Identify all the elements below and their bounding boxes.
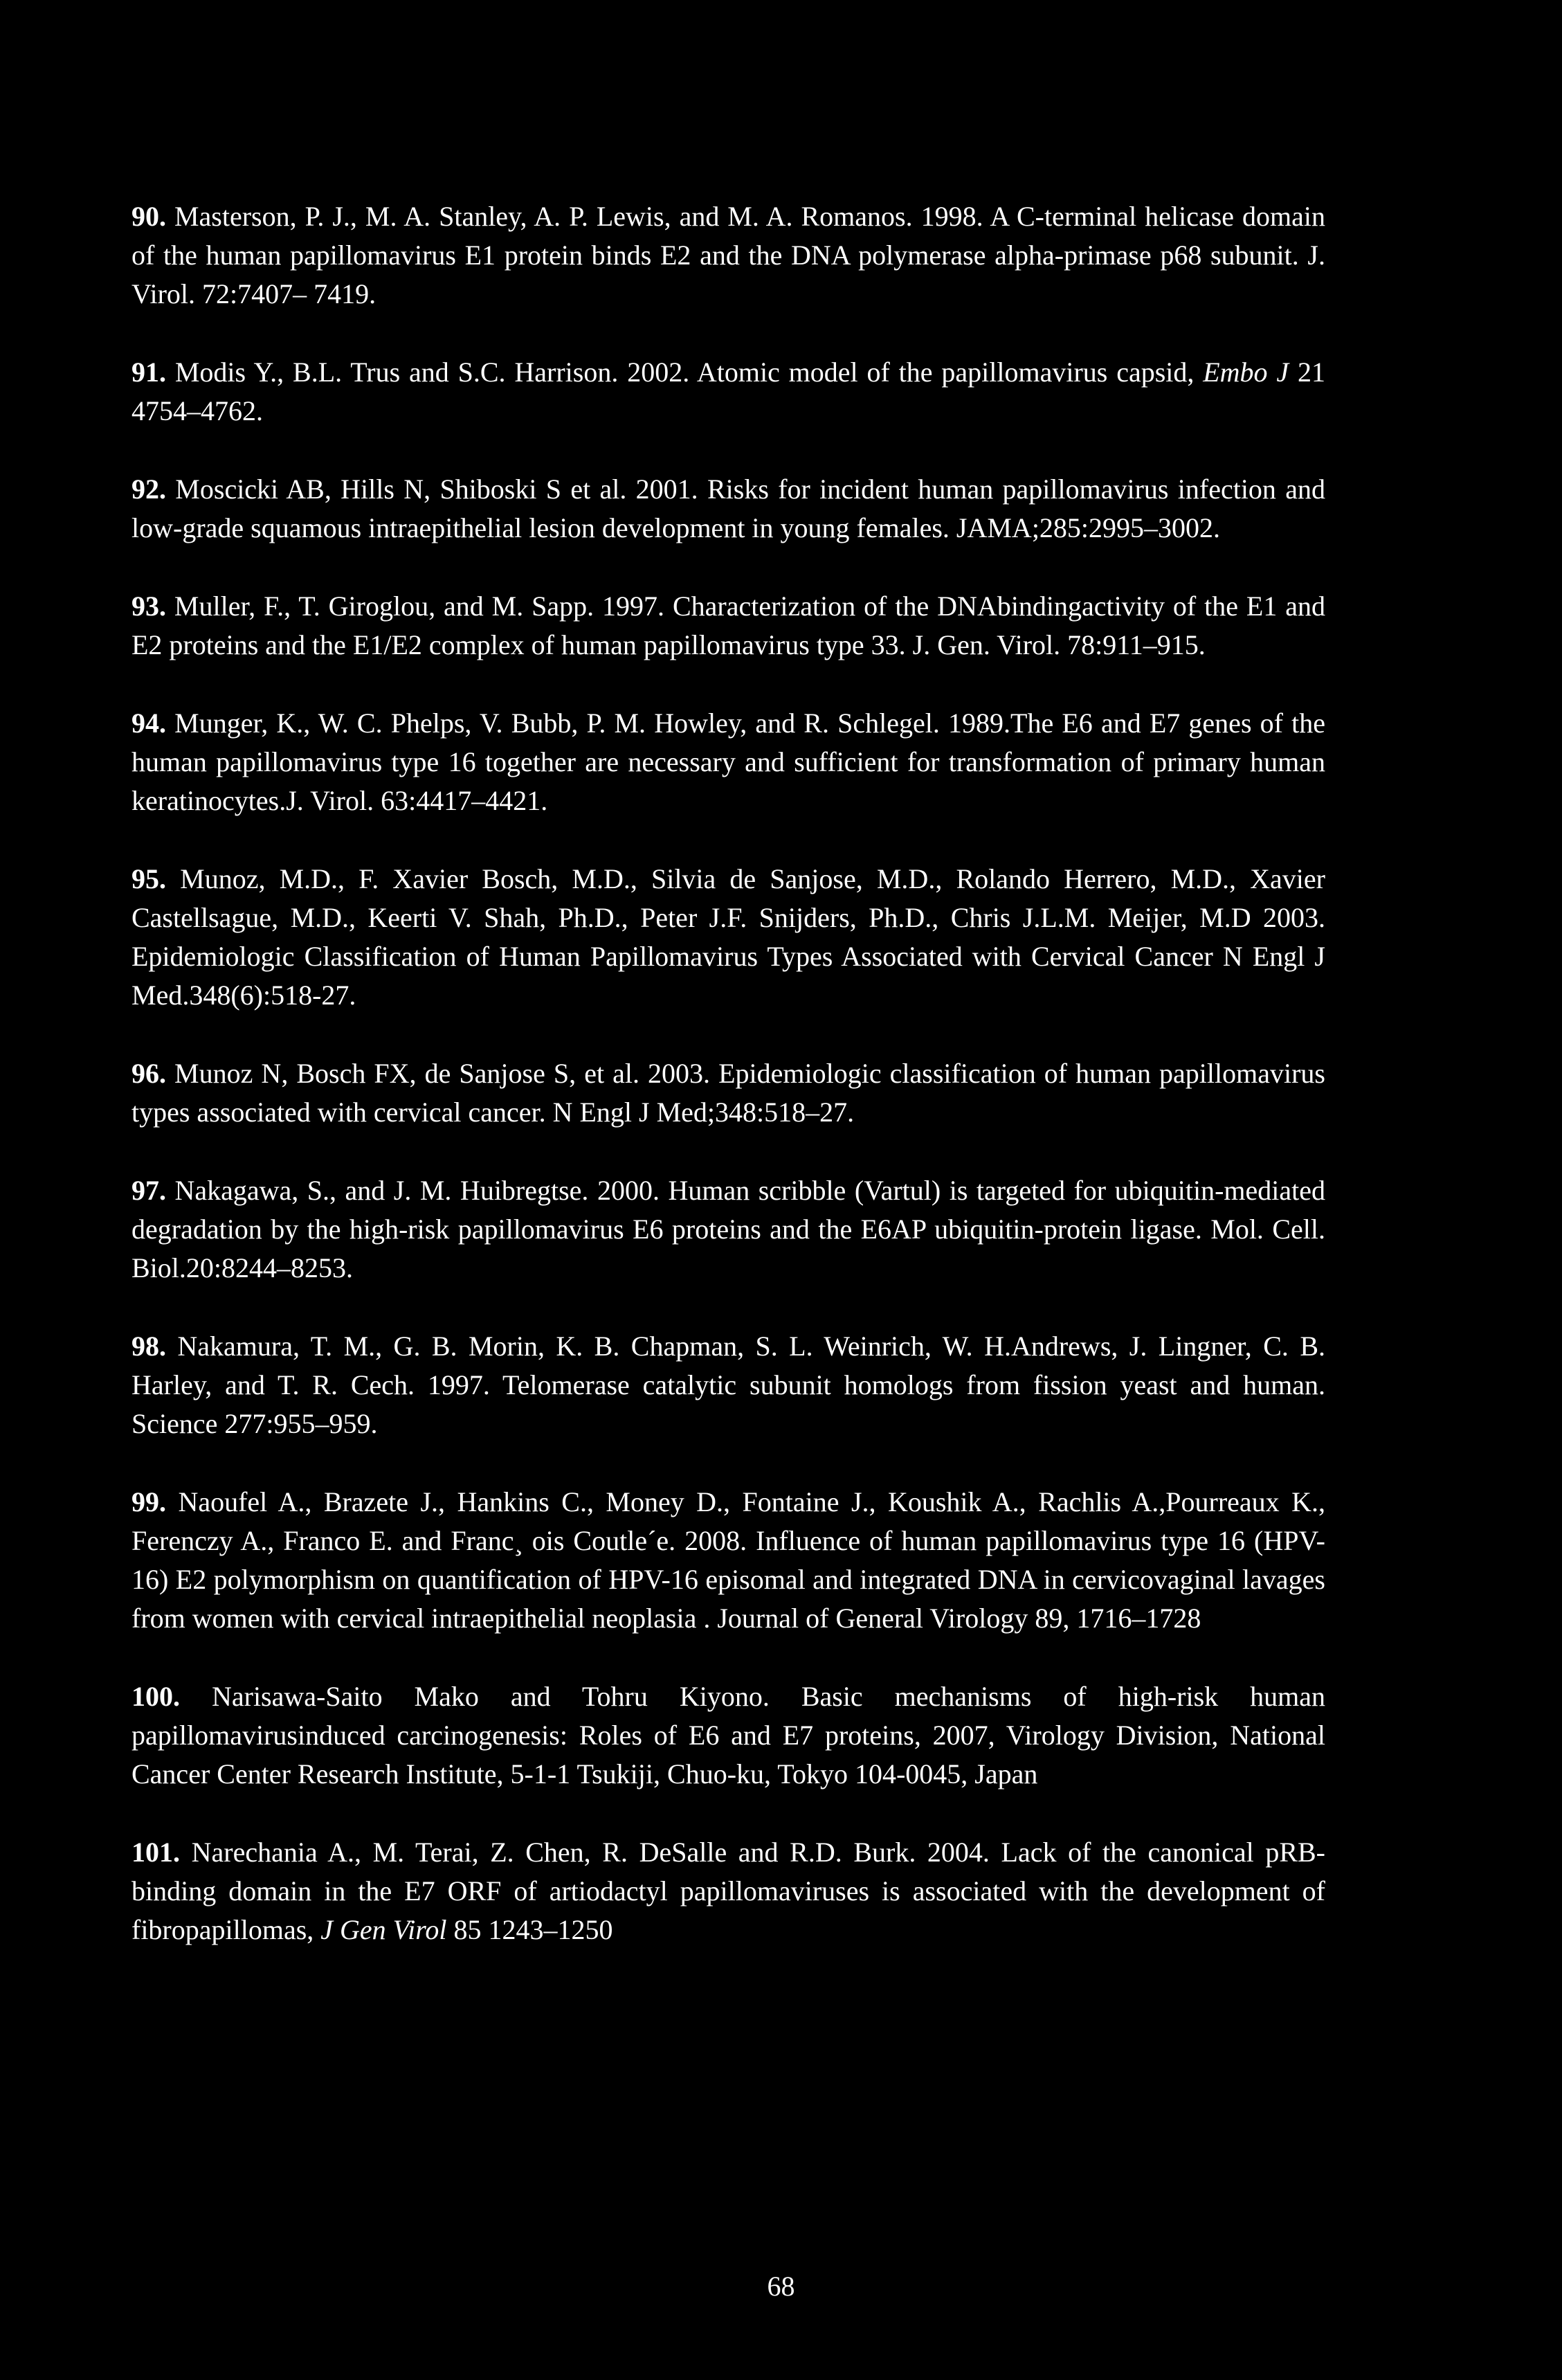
reference-text: Muller, F., T. Giroglou, and M. Sapp. 1997. Characterization of the DNAbindingactivity of the E1 and E2 proteins and the E1/E2 complex of human papillomavirus type 33. J. Gen. Virol. 78:911–915. (131, 591, 1325, 660)
reference-number: 95. (131, 863, 166, 894)
reference-93 (131, 587, 1325, 665)
reference-number: 98. (131, 1331, 166, 1362)
reference-number: 91. (131, 357, 166, 388)
reference-text: Moscicki AB, Hills N, Shiboski S et al. 2001. Risks for incident human papillomavirus infection and low-grade squamous intraepithelial lesion development in young females. JAMA;285:2995–3002. (131, 474, 1325, 543)
reference-text: Nakamura, T. M., G. B. Morin, K. B. Chapman, S. L. Weinrich, W. H.Andrews, J. Lingner, C. B. Harley, and T. R. Cech. 1997. Telomerase catalytic subunit homologs from fission yeast and human. Science 277:955–959. (131, 1331, 1325, 1439)
reference-92 (131, 470, 1325, 548)
reference-number: 93. (131, 591, 166, 622)
reference-96 (131, 1054, 1325, 1132)
reference-tail: 85 1243–1250 (446, 1914, 613, 1945)
reference-number: 96. (131, 1058, 166, 1089)
reference-number: 92. (131, 474, 166, 505)
reference-tail: 21 4754–4762. (131, 357, 1326, 426)
reference-text: Masterson, P. J., M. A. Stanley, A. P. Lewis, and M. A. Romanos. 1998. A C-terminal helicase domain of the human papillomavirus E1 protein binds E2 and the DNA polymerase alpha-primase p68 subunit. J. Virol. 72:7407– 7419. (131, 201, 1325, 309)
reference-list (131, 197, 1325, 1989)
reference-98 (131, 1327, 1325, 1443)
reference-99 (131, 1483, 1325, 1638)
reference-number: 94. (131, 707, 166, 739)
reference-91 (131, 353, 1325, 431)
reference-number: 99. (131, 1486, 166, 1517)
reference-number: 97. (131, 1175, 166, 1206)
reference-number: 90. (131, 201, 166, 232)
reference-95 (131, 860, 1325, 1015)
reference-90 (131, 197, 1325, 314)
reference-100 (131, 1677, 1325, 1794)
reference-number: 100. (131, 1681, 180, 1712)
reference-94 (131, 704, 1325, 820)
reference-text: Narisawa-Saito Mako and Tohru Kiyono. Basic mechanisms of high-risk human papillomavirusinduced carcinogenesis: Roles of E6 and E7 proteins, 2007, Virology Division, National Cancer Center Research Institute, 5-1-1 Tsukiji, Chuo-ku, Tokyo 104-0045, Japan (131, 1681, 1325, 1789)
reference-text: Naoufel A., Brazete J., Hankins C., Money D., Fontaine J., Koushik A., Rachlis A.,Pourreaux K., Ferenczy A., Franco E. and Franc¸ ois Coutle´e. 2008. Influence of human papillomavirus type 16 (HPV-16) E2 polymorphism on quantification of HPV-16 episomal and integrated DNA in cervicovaginal lavages from women with cervical intraepithelial neoplasia . Journal of General Virology 89, 1716–1728 (131, 1486, 1325, 1634)
page-number: 68 (767, 2271, 795, 2302)
journal-name: Embo J (1203, 357, 1289, 388)
reference-text: Munoz, M.D., F. Xavier Bosch, M.D., Silvia de Sanjose, M.D., Rolando Herrero, M.D., Xavier Castellsague, M.D., Keerti V. Shah, Ph.D., Peter J.F. Snijders, Ph.D., Chris J.L.M. Meijer, M.D 2003. Epidemiologic Classification of Human Papillomavirus Types Associated with Cervical Cancer N Engl J Med.348(6):518-27. (131, 863, 1325, 1011)
reference-number: 101. (131, 1837, 180, 1868)
reference-text: Munger, K., W. C. Phelps, V. Bubb, P. M. Howley, and R. Schlegel. 1989.The E6 and E7 genes of the human papillomavirus type 16 together are necessary and sufficient for transformation of primary human keratinocytes.J. Virol. 63:4417–4421. (131, 707, 1325, 816)
reference-97 (131, 1171, 1325, 1288)
reference-text: Narechania A., M. Terai, Z. Chen, R. DeSalle and R.D. Burk. 2004. Lack of the canonical pRB-binding domain in the E7 ORF of artiodactyl papillomaviruses is associated with the development of fibropapillomas, (131, 1837, 1325, 1945)
reference-text: Nakagawa, S., and J. M. Huibregtse. 2000. Human scribble (Vartul) is targeted for ubiquitin-mediated degradation by the high-risk papillomavirus E6 proteins and the E6AP ubiquitin-protein ligase. Mol. Cell. Biol.20:8244–8253. (131, 1175, 1325, 1283)
reference-101 (131, 1833, 1325, 1949)
reference-text: Modis Y., B.L. Trus and S.C. Harrison. 2002. Atomic model of the papillomavirus capsid, (166, 357, 1204, 388)
reference-text: Munoz N, Bosch FX, de Sanjose S, et al. 2003. Epidemiologic classification of human papillomavirus types associated with cervical cancer. N Engl J Med;348:518–27. (131, 1058, 1325, 1128)
journal-name: J Gen Virol (320, 1914, 447, 1945)
